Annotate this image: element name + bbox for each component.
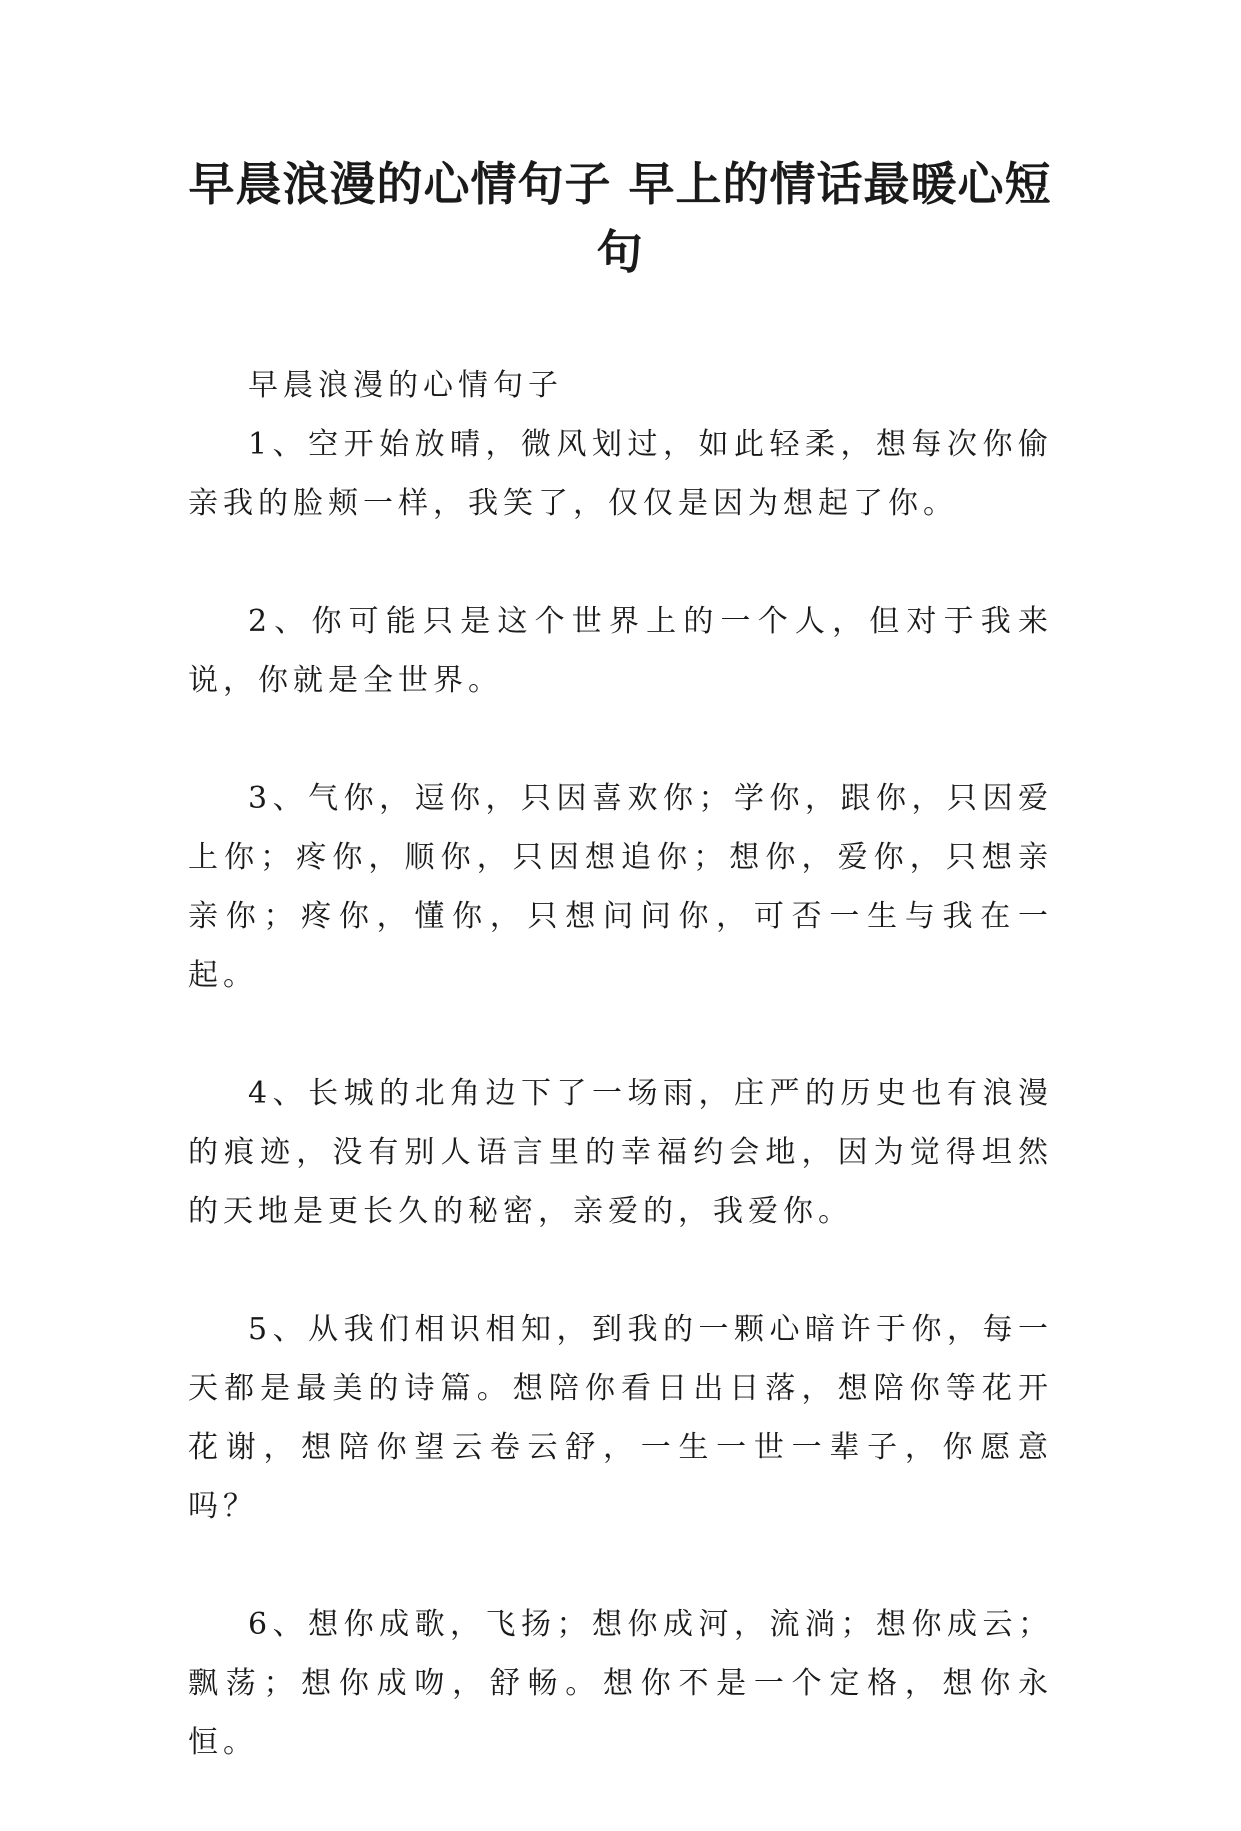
paragraph-5: 5、从我们相识相知，到我的一颗心暗许于你，每一天都是最美的诗篇。想陪你看日出日落，想陪你等花开花谢，想陪你望云卷云舒，一生一世一辈子，你愿意吗？: [188, 1312, 1053, 1524]
section-heading: 早晨浪漫的心情句子: [248, 368, 563, 403]
paragraph-1: 1、空开始放晴，微风划过，如此轻柔，想每次你偷亲我的脸颊一样，我笑了，仅仅是因为想起了你。: [188, 427, 1053, 521]
page-title: 早晨浪漫的心情句子 早上的情话最暖心短句: [188, 157, 1052, 279]
paragraph-3: 3、气你，逗你，只因喜欢你；学你，跟你，只因爱上你；疼你，顺你，只因想追你；想你，爱你，只想亲亲你；疼你，懂你，只想问问你，可否一生与我在一起。: [188, 781, 1053, 993]
paragraph-6: 6、想你成歌，飞扬；想你成河，流淌；想你成云；飘荡；想你成吻，舒畅。想你不是一个定格，想你永恒。: [188, 1607, 1053, 1760]
paragraph-4: 4、长城的北角边下了一场雨，庄严的历史也有浪漫的痕迹，没有别人语言里的幸福约会地，因为觉得坦然的天地是更长久的秘密，亲爱的，我爱你。: [188, 1076, 1053, 1229]
document-body: [188, 356, 1053, 1831]
paragraph-2: 2、你可能只是这个世界上的一个人，但对于我来说，你就是全世界。: [188, 604, 1053, 698]
